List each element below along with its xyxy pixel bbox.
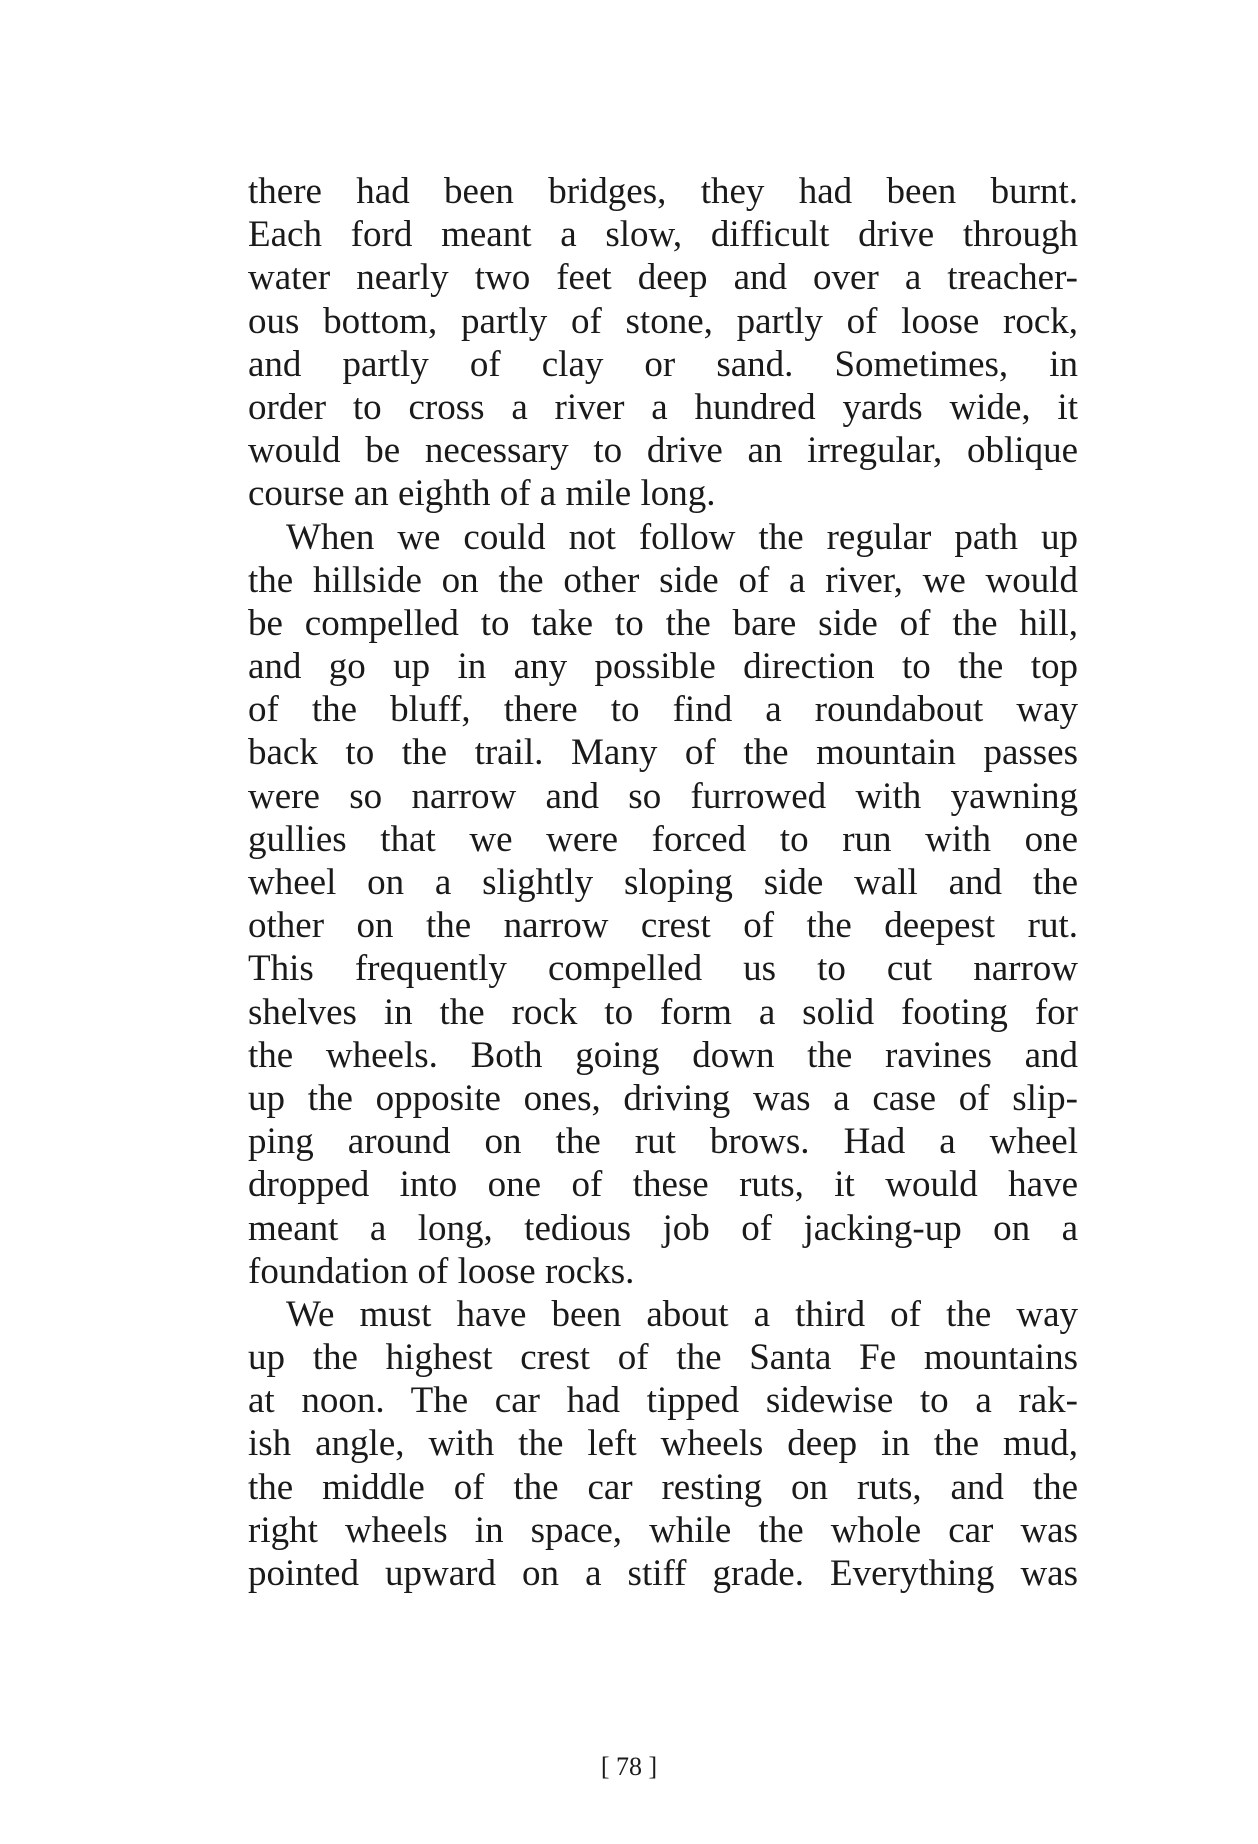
text-line: up the opposite ones, driving was a case of slip-: [248, 1077, 1078, 1119]
text-line: wheel on a slightly sloping side wall and the: [248, 862, 1078, 903]
text-line: at noon. The car had tipped sidewise to a rak-: [248, 1380, 1078, 1422]
text-line: and go up in any possible direction to the top: [248, 646, 1078, 688]
text-line: dropped into one of these ruts, it would have: [248, 1164, 1078, 1206]
text-line: be compelled to take to the bare side of the hill,: [248, 602, 1078, 644]
text-line: shelves in the rock to form a solid footing for: [248, 991, 1078, 1033]
page-body: [248, 170, 1078, 1595]
text-line: and partly of clay or sand. Sometimes, in: [248, 343, 1078, 385]
text-line: water nearly two feet deep and over a treacher-: [248, 257, 1078, 299]
text-line: ping around on the rut brows. Had a wheel: [248, 1121, 1078, 1163]
text-line: of the bluff, there to find a roundabout way: [248, 689, 1078, 731]
text-line: the wheels. Both going down the ravines and: [248, 1034, 1078, 1076]
page-number: [ 78 ]: [600, 1752, 658, 1781]
text-line: meant a long, tedious job of jacking-up on a: [248, 1207, 1078, 1249]
text-line: This frequently compelled us to cut narrow: [248, 948, 1078, 990]
text-line: When we could not follow the regular path up: [286, 516, 1078, 558]
text-line: course an eighth of a mile long.: [248, 473, 716, 515]
text-line: there had been bridges, they had been burnt.: [248, 171, 1078, 212]
text-line: the middle of the car resting on ruts, and the: [248, 1466, 1078, 1508]
text-line: right wheels in space, while the whole car was: [248, 1509, 1078, 1551]
text-line: other on the narrow crest of the deepest rut.: [248, 905, 1078, 947]
text-line: pointed upward on a stiff grade. Everything was: [248, 1553, 1078, 1594]
paragraph-3: [248, 1293, 1078, 1595]
text-line: foundation of loose rocks.: [248, 1250, 635, 1292]
text-line: back to the trail. Many of the mountain passes: [248, 732, 1078, 774]
text-line: the hillside on the other side of a river, we would: [248, 559, 1078, 601]
text-line: Each ford meant a slow, difficult drive through: [248, 214, 1078, 256]
text-line: order to cross a river a hundred yards wide, it: [248, 386, 1078, 428]
text-line: gullies that we were forced to run with one: [248, 818, 1078, 860]
text-line: We must have been about a third of the way: [286, 1293, 1078, 1335]
text-line: were so narrow and so furrowed with yawning: [248, 775, 1078, 817]
paragraph-2: [248, 516, 1078, 1293]
text-line: ous bottom, partly of stone, partly of loose rock,: [248, 300, 1078, 342]
paragraph-1: [248, 170, 1078, 516]
text-line: would be necessary to drive an irregular, oblique: [248, 430, 1078, 472]
text-line: ish angle, with the left wheels deep in the mud,: [248, 1423, 1078, 1465]
text-line: up the highest crest of the Santa Fe mountains: [248, 1337, 1078, 1379]
